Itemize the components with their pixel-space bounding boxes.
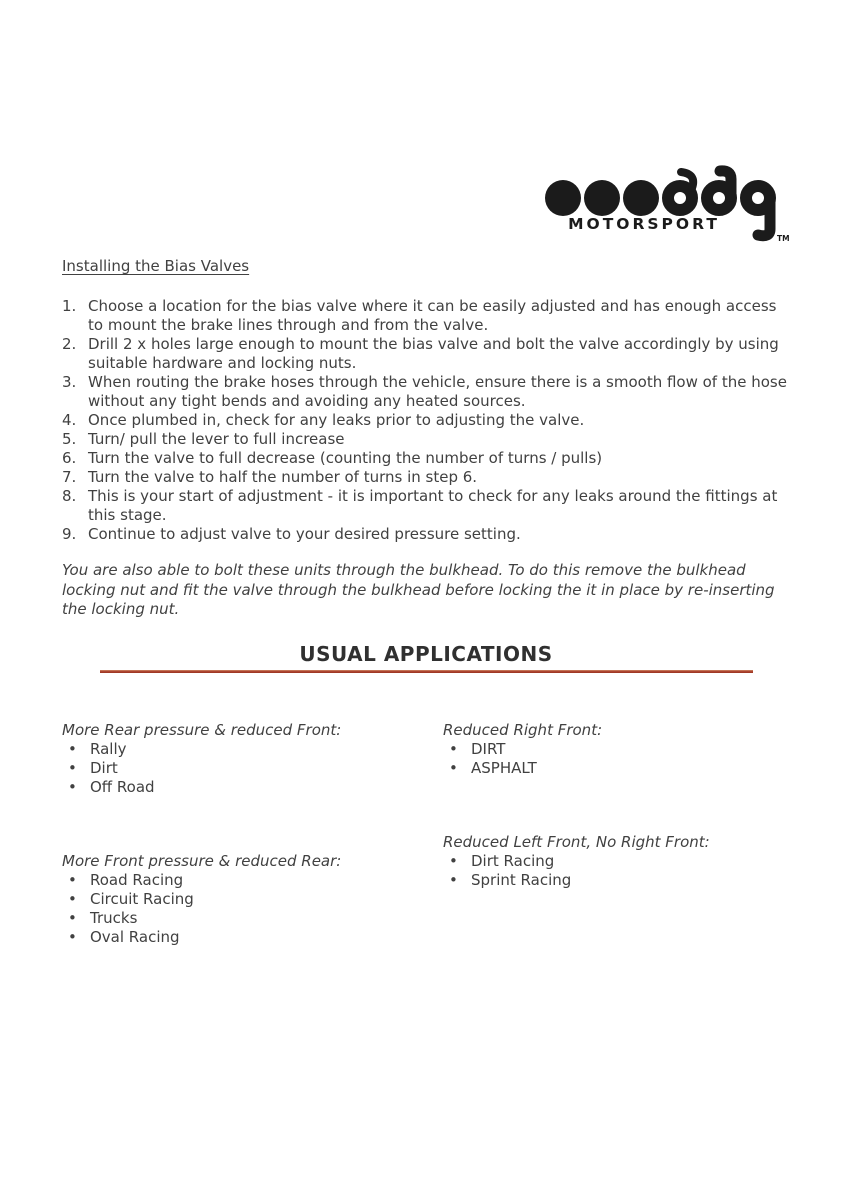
install-step: This is your start of adjustment - it is important to check for any leaks around the fittings at this stage. (88, 487, 778, 524)
install-section-heading: Installing the Bias Valves (62, 257, 250, 275)
application-items-list (62, 740, 443, 797)
install-step: Turn the valve to full decrease (counting the number of turns / pulls) (88, 449, 603, 467)
install-steps-list (62, 297, 790, 544)
application-block-header: More Front pressure & reduced Rear: (62, 851, 342, 870)
application-block-header: Reduced Right Front: (443, 720, 603, 739)
application-item: • ASPHALT (443, 759, 790, 778)
install-step: Turn/ pull the lever to full increase (88, 430, 345, 448)
application-item: • Sprint Racing (443, 871, 790, 890)
application-item: • Rally (62, 740, 443, 759)
applications-title: USUAL APPLICATIONS (299, 641, 553, 666)
logo-motorsport-text: MOTORSPORT (568, 215, 720, 233)
application-item: • Dirt Racing (443, 852, 790, 871)
application-item: • Trucks (62, 909, 443, 928)
logo-dots-icon (545, 180, 659, 216)
application-item: • DIRT (443, 740, 790, 759)
application-item: • Dirt (62, 759, 443, 778)
install-step: Drill 2 x holes large enough to mount the bias valve and bolt the valve accordingly by using suitable hardware and locking nuts. (88, 335, 779, 372)
application-items-list (443, 852, 790, 890)
logo-dot-3 (623, 180, 659, 216)
install-step: Choose a location for the bias valve where it can be easily adjusted and has enough access to mount the brake lines through and from the valve. (88, 297, 777, 334)
application-items-list (443, 740, 790, 778)
install-step: When routing the brake hoses through the vehicle, ensure there is a smooth flow of the hose without any tight bends and avoiding any heated sources. (88, 373, 787, 410)
application-block-header: More Rear pressure & reduced Front: (62, 720, 342, 739)
install-step: Turn the valve to half the number of turns in step 6. (88, 468, 478, 486)
application-block-header: Reduced Left Front, No Right Front: (443, 832, 710, 851)
applications-row-1 (62, 721, 790, 797)
application-item: • Oval Racing (62, 928, 443, 947)
applications-title-rule (100, 670, 753, 673)
obp-motorsport-logo (544, 165, 790, 245)
application-block-more-front (62, 833, 443, 947)
application-item: • Circuit Racing (62, 890, 443, 909)
application-items-list (62, 871, 443, 947)
application-item: • Road Racing (62, 871, 443, 890)
bulkhead-note: You are also able to bolt these units through the bulkhead. To do this remove the bulkhead locking nut and fit the valve through the bulkhead before locking the it in place by re-inserting the locking nut. (62, 561, 775, 618)
application-block-more-rear (62, 721, 443, 797)
application-block-reduced-left-front (443, 833, 790, 890)
install-step: Once plumbed in, check for any leaks prior to adjusting the valve. (88, 411, 585, 429)
application-block-reduced-right-front (443, 721, 790, 778)
applications-row-2 (62, 833, 790, 947)
application-item: • Off Road (62, 778, 443, 797)
install-step: Continue to adjust valve to your desired pressure setting. (88, 525, 521, 543)
logo-dot-1 (545, 180, 581, 216)
logo-dot-2 (584, 180, 620, 216)
logo-tm-mark: TM (777, 234, 790, 243)
